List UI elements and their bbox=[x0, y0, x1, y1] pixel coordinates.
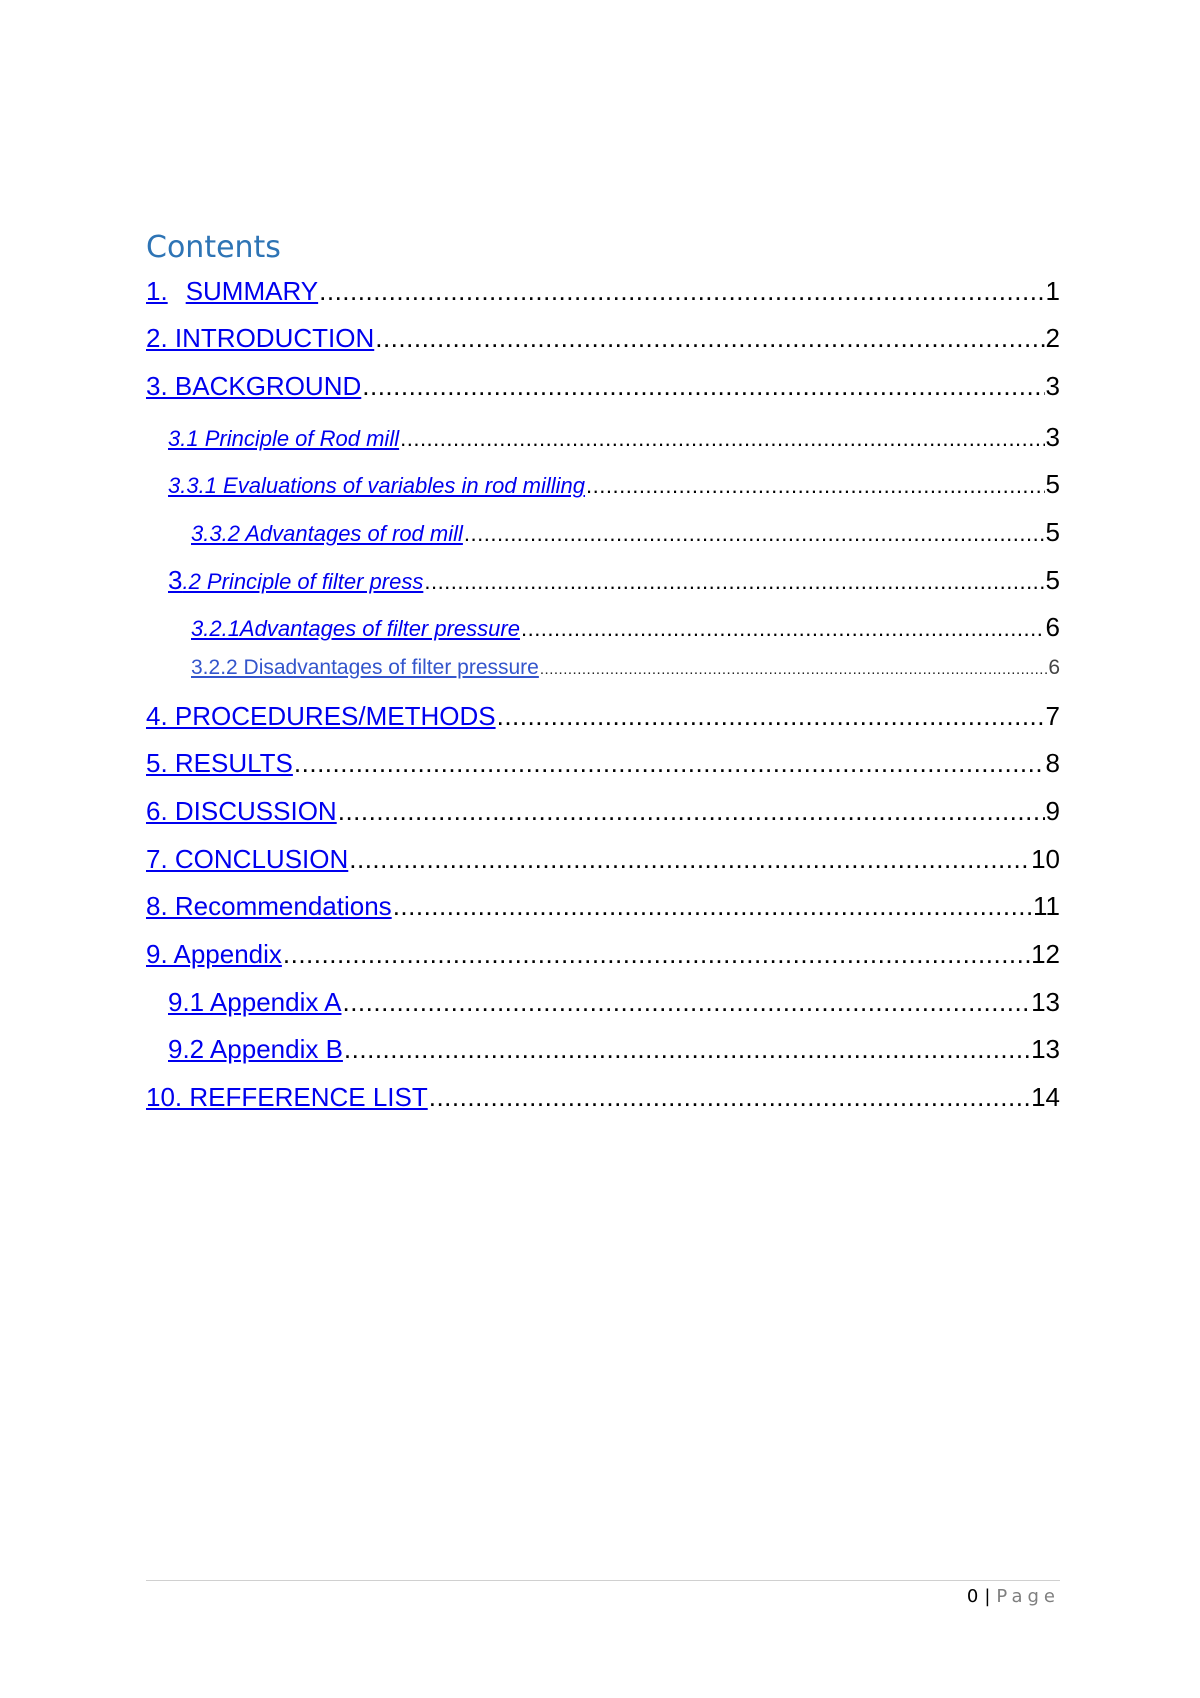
toc-entry-background[interactable] bbox=[146, 371, 1060, 402]
dot-leader bbox=[294, 748, 1045, 779]
dot-leader bbox=[342, 987, 1030, 1018]
toc-entry-advantages-filter[interactable] bbox=[191, 612, 1060, 643]
toc-entry-results[interactable] bbox=[146, 748, 1060, 779]
footer-separator: | bbox=[984, 1586, 991, 1607]
toc-link-introduction[interactable]: 2. INTRODUCTION bbox=[146, 323, 375, 353]
toc-entry-references[interactable] bbox=[146, 1082, 1060, 1113]
toc-page-number: 1 bbox=[1045, 276, 1060, 306]
toc-page-number: 2 bbox=[1045, 323, 1060, 353]
toc-page-number: 11 bbox=[1033, 891, 1060, 921]
toc-page-number: 5 bbox=[1045, 517, 1060, 547]
toc-page-number: 5 bbox=[1045, 565, 1060, 595]
toc-link-appendix-b[interactable]: 9.2 Appendix B bbox=[168, 1034, 343, 1064]
dot-leader bbox=[283, 939, 1030, 970]
toc-entry-appendix-b[interactable] bbox=[168, 1034, 1060, 1065]
dot-leader bbox=[464, 521, 1045, 547]
contents-title: Contents bbox=[146, 230, 281, 265]
toc-link-references[interactable]: 10. REFFERENCE LIST bbox=[146, 1082, 428, 1112]
dot-leader bbox=[400, 426, 1044, 452]
toc-page-number: 6 bbox=[1048, 656, 1060, 679]
toc-entry-discussion[interactable] bbox=[146, 796, 1060, 827]
toc-link-filter-press[interactable]: 3.2 Principle of filter press bbox=[168, 565, 424, 595]
dot-leader bbox=[349, 844, 1030, 875]
toc-entry-appendix-a[interactable] bbox=[168, 987, 1060, 1018]
toc-page-number: 5 bbox=[1045, 469, 1060, 499]
dot-leader bbox=[344, 1034, 1030, 1065]
toc-page-number: 7 bbox=[1045, 701, 1060, 731]
toc-link-rod-mill[interactable]: 3.1 Principle of Rod mill bbox=[168, 426, 400, 451]
toc-entry-rod-mill[interactable] bbox=[168, 422, 1060, 453]
dot-leader bbox=[393, 891, 1032, 922]
dot-leader bbox=[429, 1082, 1030, 1113]
toc-entry-summary[interactable] bbox=[146, 276, 1060, 307]
toc-page-number: 9 bbox=[1045, 796, 1060, 826]
toc-link-evaluations[interactable]: 3.3.1 Evaluations of variables in rod milling bbox=[168, 473, 586, 498]
toc-link-advantages-filter[interactable]: 3.2.1Advantages of filter pressure bbox=[191, 616, 520, 641]
toc-page-number: 3 bbox=[1045, 371, 1060, 401]
toc-link-appendix[interactable]: 9. Appendix bbox=[146, 939, 282, 969]
toc-link-appendix-a[interactable]: 9.1 Appendix A bbox=[168, 987, 342, 1017]
dot-leader bbox=[586, 473, 1045, 499]
footer-divider bbox=[146, 1580, 1060, 1581]
toc-page-number: 13 bbox=[1031, 1034, 1060, 1064]
page-footer bbox=[900, 1586, 1060, 1607]
toc-entry-introduction[interactable] bbox=[146, 323, 1060, 354]
dot-leader bbox=[497, 701, 1045, 732]
toc-entry-recommendations[interactable] bbox=[146, 891, 1060, 922]
dot-leader bbox=[319, 276, 1044, 307]
toc-entry-advantages-rod-mill[interactable] bbox=[191, 517, 1060, 548]
toc-page-number: 3 bbox=[1045, 422, 1060, 452]
toc-link-summary[interactable]: 1. SUMMARY bbox=[146, 276, 319, 306]
dot-leader bbox=[521, 616, 1045, 642]
toc-entry-appendix[interactable] bbox=[146, 939, 1060, 970]
toc-page-number: 8 bbox=[1045, 748, 1060, 778]
dot-leader bbox=[338, 796, 1045, 827]
toc-link-advantages-rod-mill[interactable]: 3.3.2 Advantages of rod mill bbox=[191, 521, 463, 546]
toc-entry-conclusion[interactable] bbox=[146, 844, 1060, 875]
toc-page-number: 10 bbox=[1031, 844, 1060, 874]
toc-entry-disadvantages-filter[interactable] bbox=[191, 656, 1060, 680]
toc-link-results[interactable]: 5. RESULTS bbox=[146, 748, 293, 778]
dot-leader bbox=[540, 661, 1047, 678]
footer-page-label: Page bbox=[996, 1586, 1060, 1607]
toc-link-background[interactable]: 3. BACKGROUND bbox=[146, 371, 362, 401]
toc-entry-filter-press[interactable] bbox=[168, 565, 1060, 596]
dot-leader bbox=[424, 569, 1044, 595]
toc-link-disadvantages-filter[interactable]: 3.2.2 Disadvantages of filter pressure bbox=[191, 656, 539, 679]
toc-link-recommendations[interactable]: 8. Recommendations bbox=[146, 891, 392, 921]
toc-page-number: 14 bbox=[1031, 1082, 1060, 1112]
toc-entry-procedures[interactable] bbox=[146, 701, 1060, 732]
toc-page-number: 6 bbox=[1045, 612, 1060, 642]
dot-leader bbox=[362, 371, 1044, 402]
toc-entry-evaluations[interactable] bbox=[168, 469, 1060, 500]
toc-link-conclusion[interactable]: 7. CONCLUSION bbox=[146, 844, 349, 874]
toc-link-procedures[interactable]: 4. PROCEDURES/METHODS bbox=[146, 701, 496, 731]
dot-leader bbox=[375, 323, 1044, 354]
footer-page-number: 0 bbox=[966, 1586, 979, 1607]
toc-page-number: 12 bbox=[1031, 939, 1060, 969]
toc-page-number: 13 bbox=[1031, 987, 1060, 1017]
toc-link-discussion[interactable]: 6. DISCUSSION bbox=[146, 796, 337, 826]
